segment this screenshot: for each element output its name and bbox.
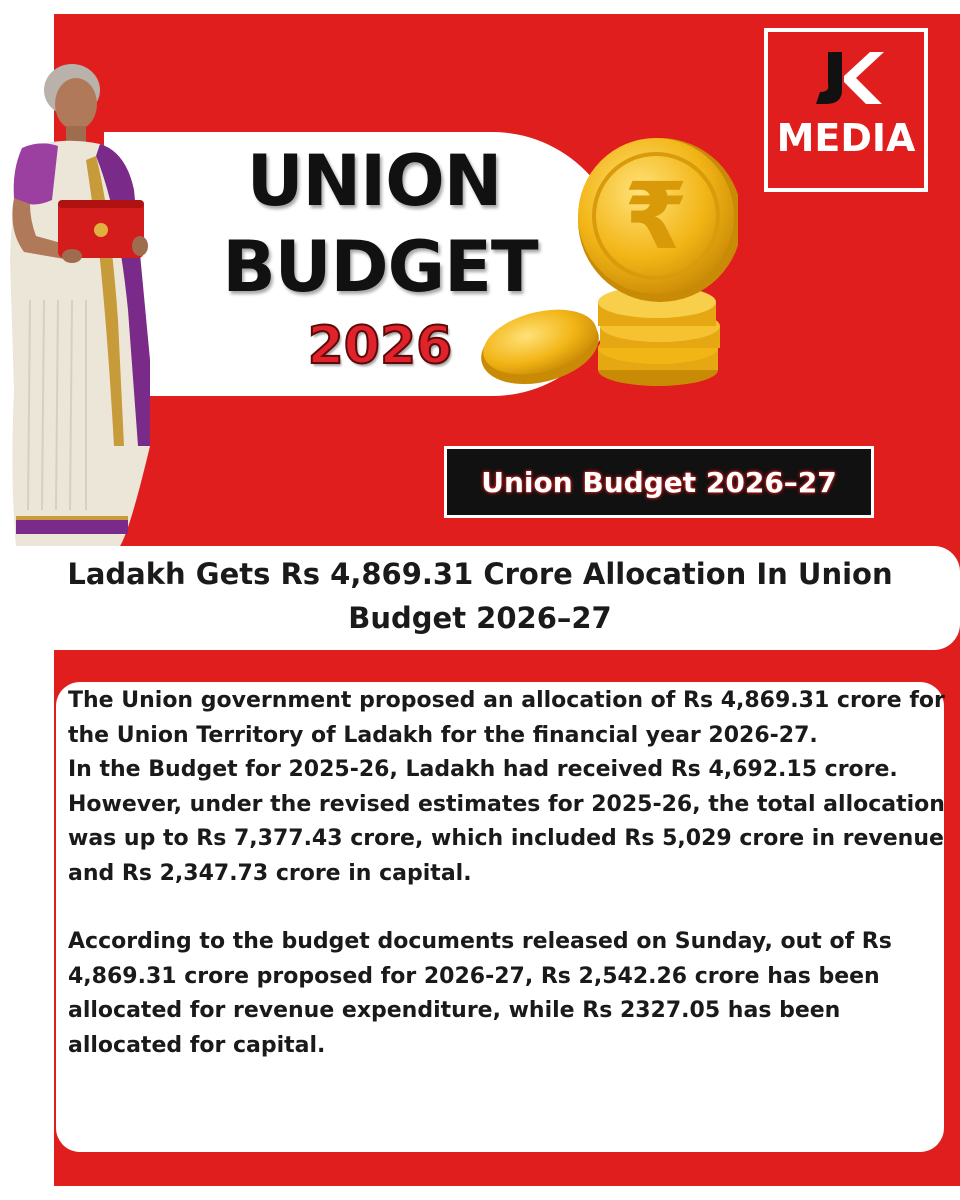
logo-text: MEDIA [776, 116, 916, 160]
subtitle-text: Union Budget 2026–27 [481, 465, 837, 499]
body-text [68, 684, 948, 1063]
jk-media-logo [764, 28, 928, 192]
subtitle-box [444, 446, 874, 518]
finance-minister-photo [0, 60, 160, 546]
rupee-coins-icon [478, 130, 738, 400]
jk-monogram-icon [808, 46, 888, 110]
svg-text:₹: ₹ [623, 163, 689, 270]
body-paragraph-3: According to the budget documents released on Sunday, out of Rs 4,869.31 crore proposed for 2026-27, Rs 2,542.26 crore has been allocated for revenue expenditure, while Rs 2327.05 has been allocated for capital. [68, 929, 892, 1058]
title-year: 2026 [307, 316, 453, 376]
subtitle-inner [447, 449, 871, 515]
title-union: UNION [246, 140, 502, 222]
paragraph-gap [68, 891, 948, 925]
body-paragraph-1: The Union government proposed an allocation of Rs 4,869.31 crore for the Union Territory of Ladakh for the financial year 2026-27. [68, 688, 945, 748]
headline: Ladakh Gets Rs 4,869.31 Crore Allocation In Union Budget 2026–27 [67, 557, 893, 635]
title-budget: BUDGET [222, 226, 538, 308]
body-paragraph-2: In the Budget for 2025-26, Ladakh had received Rs 4,692.15 crore. However, under the revised estimates for 2025-26, the total allocation was up to Rs 7,377.43 crore, which included Rs 5,029 crore in revenue and Rs 2,347.73 crore in capital. [68, 757, 945, 886]
